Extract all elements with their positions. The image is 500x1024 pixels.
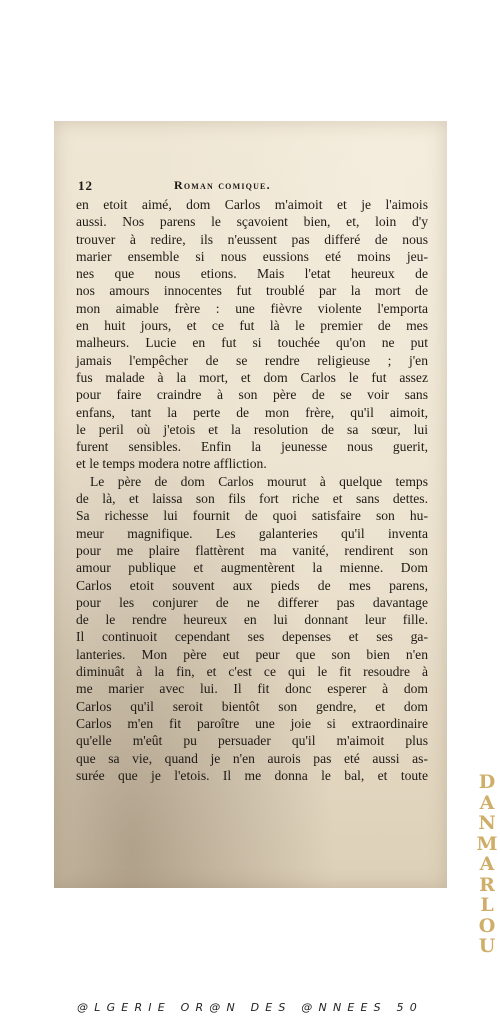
text-line: le peril où j'etois et la resolution de sa sœur, lui	[76, 421, 428, 437]
body-text	[76, 196, 428, 784]
text-line: me marier avec lui. Il fit donc esperer à dom	[76, 681, 428, 697]
text-line: surée que je l'etois. Il me donna le bal, et toute	[76, 767, 428, 783]
running-head	[78, 178, 414, 194]
text-line: nos amours innocentes fut troublé par la mort de	[76, 283, 428, 299]
text-line: pour les conjurer de ne differer pas davantage	[76, 594, 428, 610]
text-line: meur magnifique. Les galanteries qu'il inventa	[76, 525, 428, 541]
text-line: enfans, tant la perte de mon frère, qu'il aimoit,	[76, 404, 428, 420]
text-line: pour me plaire flattèrent ma vanité, rendirent son	[76, 542, 428, 558]
text-line: Le père de dom Carlos mourut à quelque temps	[90, 473, 428, 489]
text-line: lanteries. Mon père eut peur que son bien n'en	[76, 646, 428, 662]
text-line: en huit jours, et ce fut là le premier de mes	[76, 318, 428, 334]
watermark-vertical: D A N M A R L O U	[476, 771, 498, 957]
text-line: mon aimable frère : une fièvre violente l'emporta	[76, 300, 428, 316]
text-line: aussi. Nos parens le sçavoient bien, et, loin d'y	[76, 214, 428, 230]
text-line: amour publique et augmentèrent la mienne. Dom	[76, 560, 428, 576]
text-line: qu'elle m'eût pu persuader qu'il m'aimoit plus	[76, 733, 428, 749]
text-line: furent sensibles. Enfin la jeunesse nous guerit,	[76, 439, 428, 455]
text-line: fus malade à la mort, et dom Carlos le fut assez	[76, 369, 428, 385]
text-line: diminuât à la fin, et c'est ce qui le fit resoudre à	[76, 664, 428, 680]
footer-caption: @LGERIE OR@N DES @NNEES 50	[77, 1001, 423, 1014]
text-line: Carlos qu'il seroit bientôt son gendre, et dom	[76, 698, 428, 714]
text-line: trouver à redire, ils n'eussent pas differé de nous	[76, 231, 428, 247]
text-line: nes que nous etions. Mais l'etat heureux de	[76, 266, 428, 282]
text-line: jamais l'empêcher de se rendre religieuse ; j'en	[76, 352, 428, 368]
text-line: Carlos etoit souvent aux pieds de mes parens,	[76, 577, 428, 593]
text-line: Il continuoit cependant ses depenses et ses ga-	[76, 629, 428, 645]
text-line: marier ensemble si nous eussions eté moins jeu-	[76, 248, 428, 264]
text-line: malheurs. Lucie en fut si touchée qu'on ne put	[76, 335, 428, 351]
page-number: 12	[78, 178, 93, 193]
text-line: et le temps modera notre affliction.	[76, 456, 267, 472]
text-line: Sa richesse lui fournit de quoi satisfaire son hu-	[76, 508, 428, 524]
text-line: pour faire craindre à son père de se voir sans	[76, 387, 428, 403]
text-line: que sa vie, quand je n'en aurois pas eté aussi as-	[76, 750, 428, 766]
running-title: Roman comique.	[174, 178, 271, 192]
text-line: en etoit aimé, dom Carlos m'aimoit et je l'aimois	[76, 197, 428, 212]
text-line: de là, et laissa son fils fort riche et sans dettes.	[76, 491, 428, 507]
text-line: Carlos m'en fit paroître une joie si extraordinaire	[76, 715, 428, 731]
text-line: de le rendre heureux en lui donnant leur fille.	[76, 612, 428, 628]
